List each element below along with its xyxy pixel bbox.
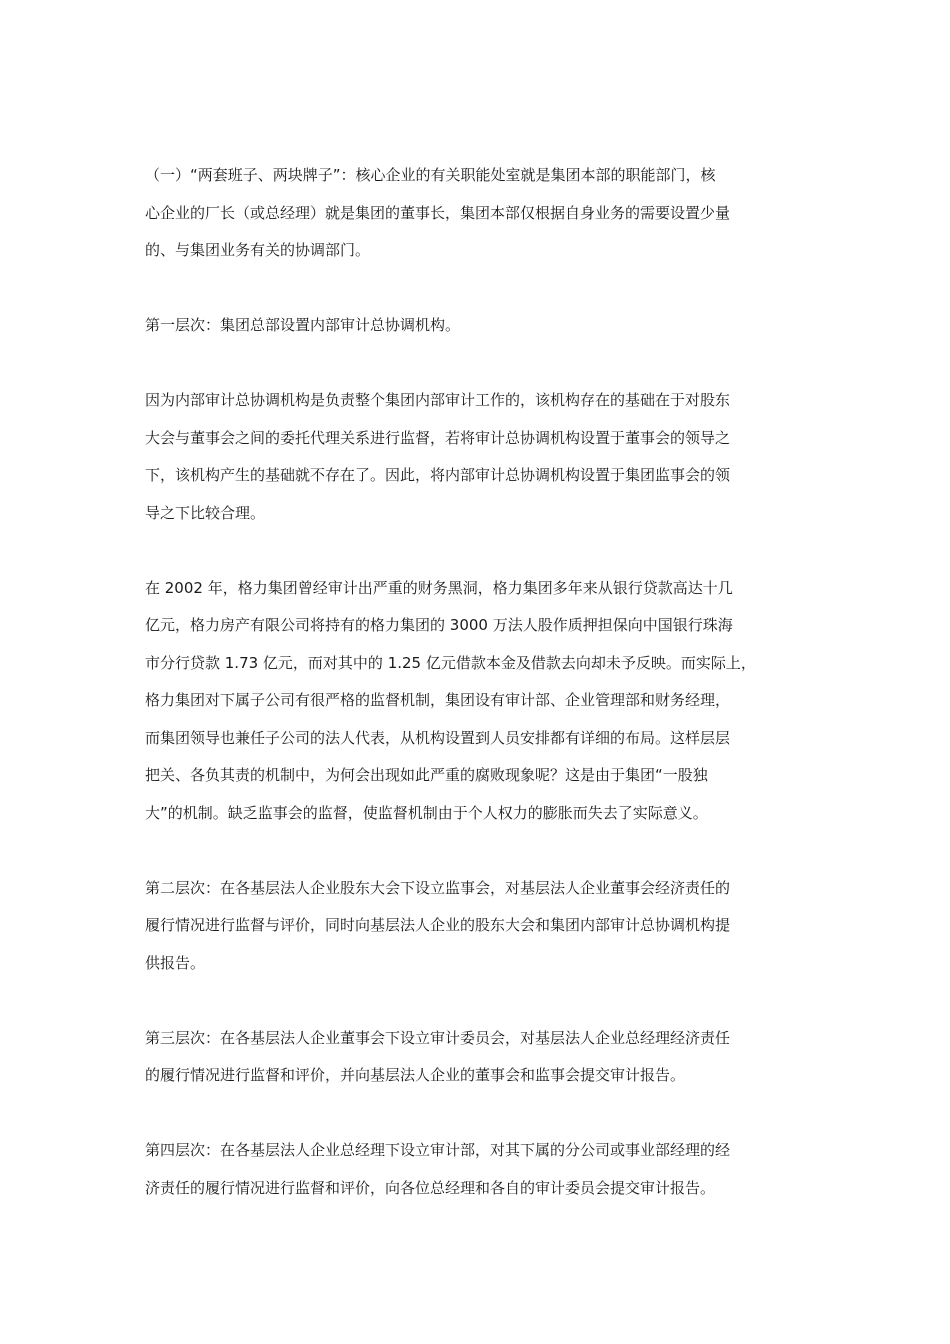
text-line: 第一层次：集团总部设置内部审计总协调机构。 [145, 316, 461, 334]
text-line: 供报告。 [145, 953, 206, 972]
paragraph-gree-case [145, 570, 810, 833]
text-line: 下，该机构产生的基础就不存在了。因此，将内部审计总协调机构设置于集团监事会的领 [145, 466, 731, 484]
paragraph-level-two [145, 870, 810, 983]
text-line: 因为内部审计总协调机构是负责整个集团内部审计工作的，该机构存在的基础在于对股东 [145, 391, 731, 409]
paragraph-level-four [145, 1132, 810, 1207]
text-line: 的履行情况进行监督和评价，并向基层法人企业的董事会和监事会提交审计报告。 [145, 1066, 686, 1084]
text-line: （一）“两套班子、两块牌子”：核心企业的有关职能处室就是集团本部的职能部门，核 [145, 166, 716, 184]
text-line: 而集团领导也兼任子公司的法人代表，从机构设置到人员安排都有详细的布局。这样层层 [145, 728, 731, 747]
paragraph-spacer [145, 1095, 810, 1133]
text-line: 第二层次：在各基层法人企业股东大会下设立监事会，对基层法人企业董事会经济责任的 [145, 878, 731, 897]
text-line: 的、与集团业务有关的协调部门。 [145, 241, 371, 259]
paragraph-spacer [145, 982, 810, 1020]
text-line: 大会与董事会之间的委托代理关系进行监督，若将审计总协调机构设置于董事会的领导之 [145, 428, 731, 447]
text-line: 第四层次：在各基层法人企业总经理下设立审计部，对其下属的分公司或事业部经理的经 [145, 1141, 731, 1159]
text-line: 第三层次：在各基层法人企业董事会下设立审计委员会，对基层法人企业总经理经济责任 [145, 1028, 731, 1047]
paragraph-spacer [145, 270, 810, 308]
text-line: 格力集团对下属子公司有很严格的监督机制，集团设有审计部、企业管理部和财务经理， [145, 691, 731, 709]
text-line: 把关、各负其责的机制中，为何会出现如此严重的腐败现象呢？这是由于集团“一股独 [145, 766, 708, 784]
paragraph-two-teams [145, 157, 810, 270]
text-line: 履行情况进行监督与评价，同时向基层法人企业的股东大会和集团内部审计总协调机构提 [145, 916, 731, 934]
paragraph-level-three [145, 1020, 810, 1095]
text-line: 心企业的厂长（或总经理）就是集团的董事长，集团本部仅根据自身业务的需要设置少量 [145, 203, 731, 222]
text-line: 导之下比较合理。 [145, 503, 266, 522]
paragraph-spacer [145, 832, 810, 870]
text-line: 在 2002 年，格力集团曾经审计出严重的财务黑洞，格力集团多年来从银行贷款高达十几 [145, 578, 733, 597]
text-line: 大”的机制。缺乏监事会的监督，使监督机制由于个人权力的膨胀而失去了实际意义。 [145, 803, 708, 822]
document-body [145, 157, 810, 1207]
text-line: 济责任的履行情况进行监督和评价，向各位总经理和各自的审计委员会提交审计报告。 [145, 1178, 716, 1197]
paragraph-coordination-reason [145, 382, 810, 532]
paragraph-spacer [145, 345, 810, 383]
text-line: 市分行贷款 1.73 亿元，而对其中的 1.25 亿元借款本金及借款去向却未予反映。而实际上， [145, 653, 756, 672]
text-line: 亿元，格力房产有限公司将持有的格力集团的 3000 万法人股作质押担保向中国银行珠海 [145, 616, 733, 634]
paragraph-level-one [145, 307, 810, 345]
paragraph-spacer [145, 532, 810, 570]
